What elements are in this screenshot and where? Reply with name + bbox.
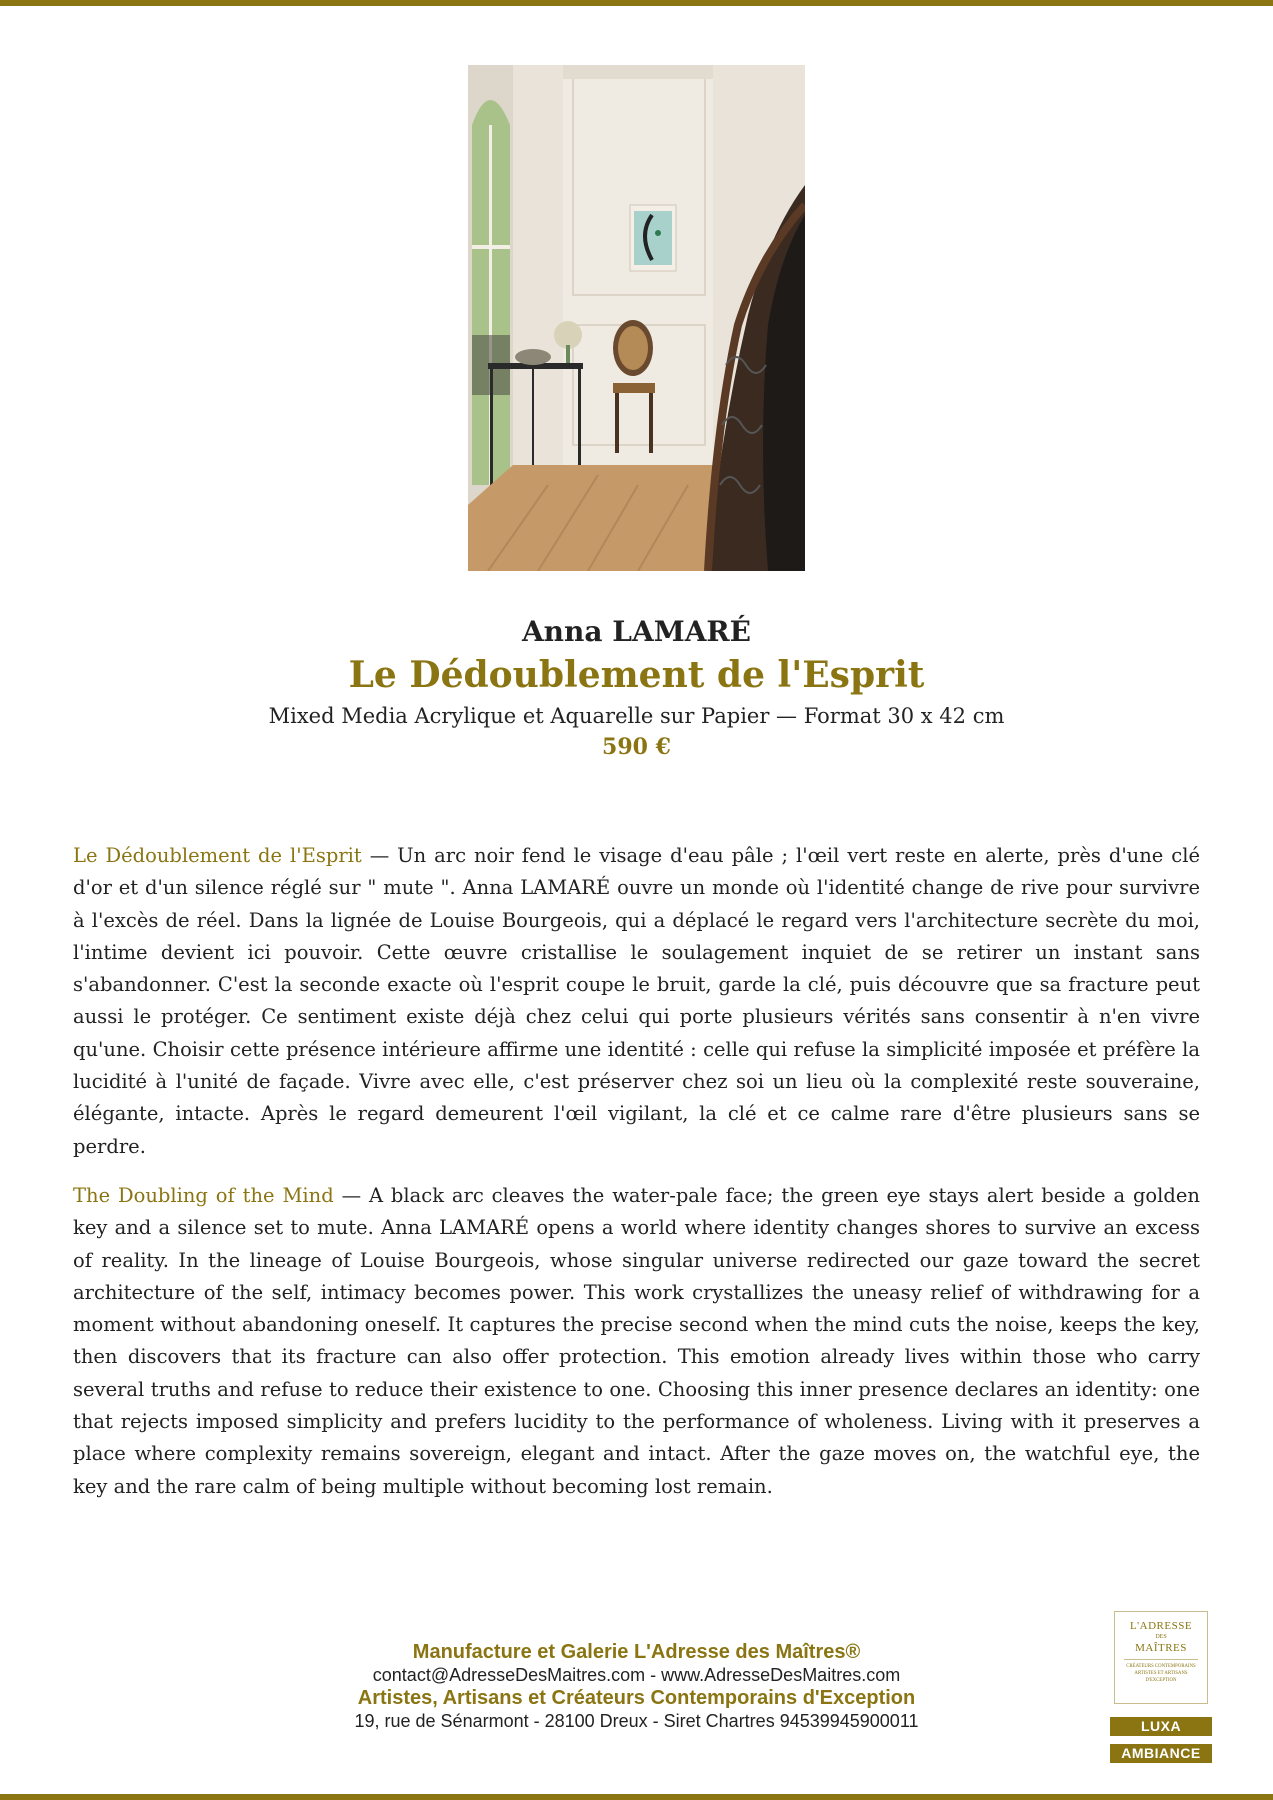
bottom-border bbox=[0, 1794, 1273, 1800]
artwork-photo bbox=[468, 65, 805, 571]
logo-divider bbox=[1124, 1659, 1198, 1660]
footer-contact: contact@AdresseDesMaitres.com - www.AdresseDesMaitres.com bbox=[372, 1665, 901, 1685]
gallery-logo bbox=[1114, 1611, 1208, 1704]
description-english-lead: The Doubling of the Mind bbox=[73, 1183, 334, 1207]
top-border bbox=[0, 0, 1273, 6]
description bbox=[73, 840, 1200, 1520]
logo-line-4: CRÉATEURS CONTEMPORAINS ARTISTES ET ARTISANS D'EXCEPTION bbox=[1126, 1664, 1196, 1683]
description-french bbox=[73, 840, 1200, 1163]
tag-ambiance: AMBIANCE bbox=[1110, 1744, 1212, 1763]
footer bbox=[0, 1640, 1273, 1732]
footer-address: 19, rue de Sénarmont - 28100 Dreux - Siret Chartres 94539945900011 bbox=[354, 1711, 919, 1731]
description-french-text: — Un arc noir fend le visage d'eau pâle ; l'œil vert reste en alerte, près d'une clé d'or et d'un silence réglé sur " mute ". Anna LAMARÉ ouvre un monde où l'identité change de rive pour survivre à l'excès de réel. Dans la lignée de Louise Bourgeois, qui a déplacé le regard vers l'architecture secrète du moi, l'intime devient ici pouvoir. Cette œuvre cristallise le soulagement inquiet de se retirer un instant sans s'abandonner. C'est la seconde exacte où l'esprit coupe le bruit, garde la clé, puis découvre que sa fracture peut aussi le protéger. Ce sentiment existe déjà chez celui qui porte plusieurs vérités sans consentir à n'en vivre qu'une. Choisir cette présence intérieure affirme une identité : celle qui refuse la simplicité imposée et préfère la lucidité à l'unité de façade. Vivre avec elle, c'est préserver chez soi un lieu où la complexité reste souveraine, élégante, intacte. Après le regard demeurent l'œil vigilant, la clé et ce calme rare d'être plusieurs sans se perdre. bbox=[73, 844, 1200, 1158]
logo-line-3: MAÎTRES bbox=[1135, 1642, 1187, 1654]
description-french-lead: Le Dédoublement de l'Esprit bbox=[73, 844, 362, 867]
footer-tagline: Artistes, Artisans et Créateurs Contemporains d'Exception bbox=[357, 1687, 916, 1709]
description-english bbox=[73, 1180, 1200, 1503]
logo-line-1: L'ADRESSE bbox=[1129, 1620, 1193, 1632]
logo-line-2: DES bbox=[1155, 1634, 1167, 1640]
artwork-title: Le Dédoublement de l'Esprit bbox=[348, 654, 925, 696]
tag-luxa: LUXA bbox=[1110, 1717, 1212, 1736]
artist-name: Anna LAMARÉ bbox=[521, 615, 752, 648]
footer-gallery-name: Manufacture et Galerie L'Adresse des Maîtres® bbox=[412, 1641, 861, 1663]
artwork-price: 590 € bbox=[602, 734, 671, 760]
artwork-header bbox=[0, 612, 1273, 762]
description-english-text: — A black arc cleaves the water-pale face; the green eye stays alert beside a golden key and a silence set to mute. Anna LAMARÉ opens a world where identity changes shores to survive an excess of reality. In the lineage of Louise Bourgeois, whose singular universe redirected our gaze toward the secret architecture of the self, intimacy becomes power. This work crystallizes the uneasy relief of withdrawing for a moment without abandoning oneself. It captures the precise second when the mind cuts the noise, keeps the key, then discovers that its fracture can also offer protection. This emotion already lives within those who carry several truths and refuse to reduce their existence to one. Choosing this inner presence declares an identity: one that rejects imposed simplicity and prefers lucidity to the performance of wholeness. Living with it preserves a place where complexity remains sovereign, elegant and intact. After the gaze moves on, the watchful eye, the key and the rare calm of being multiple without becoming lost remain. bbox=[73, 1183, 1200, 1498]
artwork-medium: Mixed Media Acrylique et Aquarelle sur Papier — Format 30 x 42 cm bbox=[268, 704, 1005, 728]
interior-photo-icon bbox=[468, 65, 805, 571]
